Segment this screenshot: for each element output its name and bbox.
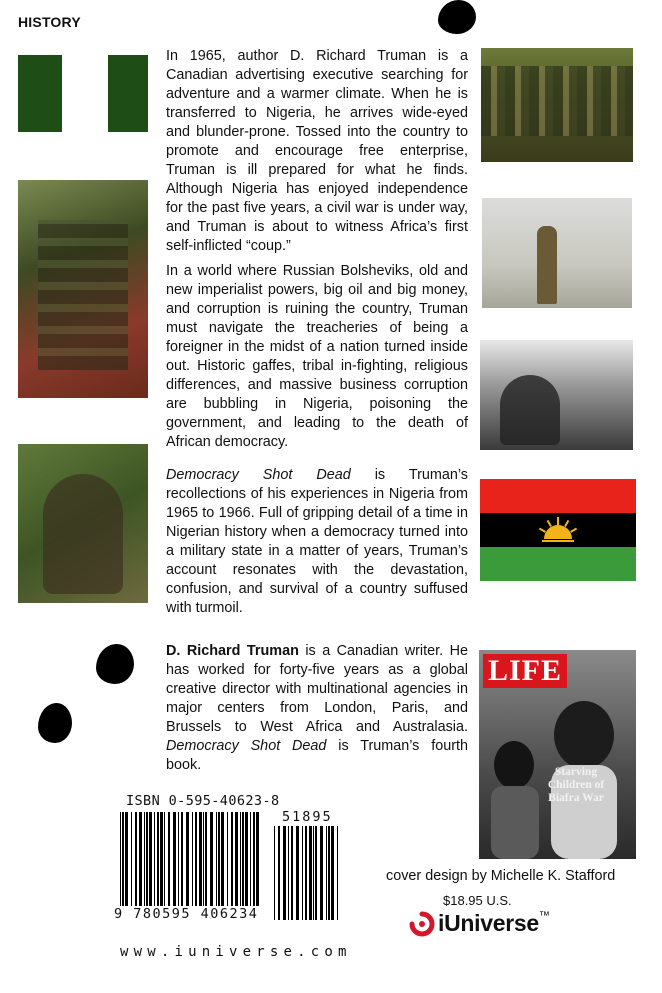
- barcode-bar: [221, 812, 224, 920]
- barcode-bar: [181, 812, 183, 920]
- isbn-label: ISBN 0-595-40623-8: [126, 793, 280, 809]
- book-title-bio: Democracy Shot Dead: [166, 738, 327, 754]
- nigeria-flag: [18, 55, 148, 132]
- barcode-bar: [331, 826, 334, 920]
- bio-end-text: is Truman’s fourth book.: [166, 738, 468, 773]
- author-name: D. Richard Truman: [166, 643, 299, 659]
- biafra-flag: [480, 479, 636, 581]
- barcode-bar: [178, 812, 179, 920]
- barcode-bar: [186, 812, 189, 920]
- barcode-bar: [291, 826, 293, 920]
- barcode-supplement-digits: 51895: [282, 809, 333, 825]
- barcode-bar: [305, 826, 307, 920]
- barcode-bar: [122, 812, 124, 920]
- life-logo: LIFE: [483, 654, 567, 688]
- barcode-bar: [157, 812, 159, 920]
- publisher-name-text: iUniverse: [438, 910, 539, 936]
- barcode-bar: [296, 826, 299, 920]
- publisher-website[interactable]: www.iuniverse.com: [120, 944, 352, 960]
- boat-soldier-photo: [480, 340, 633, 450]
- bio-text: is a Canadian writer. He has worked for forty-five years as a global creative director with multinational agencies in major centers from London, Paris, and Brussels to West Africa and Australasia.: [166, 643, 468, 735]
- barcode-bar: [235, 812, 238, 920]
- barcode-bar: [302, 826, 303, 920]
- barcode-bar: [210, 812, 213, 920]
- book-title: Democracy Shot Dead: [166, 467, 351, 483]
- barcode-bar: [164, 812, 165, 920]
- barcode-bar: [309, 826, 312, 920]
- barcode-bar: [326, 826, 327, 920]
- barcode-bar: [320, 826, 323, 920]
- barcode-digits: 9 780595 406234: [114, 906, 259, 922]
- summary-paragraph: [166, 466, 468, 618]
- barcode-bar: [216, 812, 217, 920]
- barcode-bar: [253, 812, 255, 920]
- publisher-name: [438, 910, 550, 937]
- barcode-bar: [168, 812, 170, 920]
- caption-line: Children of: [547, 779, 605, 791]
- soldiers-lineup-photo: [481, 48, 633, 162]
- barcode-bar: [288, 826, 289, 920]
- barcode-bar: [274, 826, 275, 920]
- life-caption: [541, 766, 611, 805]
- trademark-mark: ™: [538, 910, 550, 922]
- intro-paragraph: In 1965, author D. Richard Truman is a Canadian advertising executive searching for adventure and a warmer climate. When he is transferred to Nigeria, he arrives wide-eyed and blunder-prone. Tossed into the country to promote and encourage free enterprise, Truman is ill prepared for what he finds. Although Nigeria has enjoyed independence for the past five years, a civil war is under way, and Truman is about to witness Africa’s first self-inflicted “coup.”: [166, 48, 468, 254]
- barcode-bar: [313, 826, 314, 920]
- africa-silhouette-icon: [96, 644, 134, 684]
- barcode-bar: [337, 826, 338, 920]
- barcode-bar: [250, 812, 251, 920]
- africa-silhouette-icon: [38, 703, 72, 743]
- barcode-bar: [203, 812, 204, 920]
- barcode-bar: [120, 812, 121, 920]
- barcode-bar: [195, 812, 197, 920]
- barcode-supplement: [274, 826, 342, 920]
- barcode-bar: [146, 812, 148, 920]
- barcode-bar: [227, 812, 228, 920]
- caption-line: Biafra War: [548, 792, 604, 804]
- barcode-bar: [218, 812, 220, 920]
- context-paragraph: In a world where Russian Bolsheviks, old and new imperialist powers, big oil and big money, and corruption is ruining the country, Truman must navigate the treacheries of being a foreigner in the midst of a nation turned inside out. Historic gaffes, tribal in-fighting, religious differences, and massive business corruption are bubbling in Nigeria, poisoning the government, and leading to the death of African democracy.: [166, 263, 468, 450]
- flag-stripe-green: [480, 547, 636, 581]
- rifleman-photo: [482, 198, 632, 308]
- camouflaged-soldier-photo: [18, 444, 148, 603]
- barcode-bar: [245, 812, 248, 920]
- barcode-bar: [205, 812, 207, 920]
- barcode-bar: [125, 812, 128, 920]
- flag-band-left: [18, 55, 62, 132]
- barcode-bar: [173, 812, 176, 920]
- flag-band-right: [108, 55, 148, 132]
- barcode-bar: [315, 826, 317, 920]
- barcode-bar: [192, 812, 193, 920]
- barcode-bar: [240, 812, 241, 920]
- author-bio-paragraph: [166, 642, 468, 775]
- barcode-bar: [149, 812, 152, 920]
- africa-silhouette-icon: [438, 0, 476, 34]
- barcode-bar: [144, 812, 145, 920]
- barcode-bar: [256, 812, 259, 920]
- iuniverse-logo-icon: [408, 909, 436, 937]
- barcode-bar: [231, 812, 233, 920]
- life-magazine-cover: [479, 650, 636, 859]
- genre-label: HISTORY: [18, 14, 81, 30]
- summary-text: is Truman’s recollections of his experiences in Nigeria from 1965 to 1966. Full of gripping detail of a time in Nigerian history when a democracy turned into a military state in a matter of years, Truman’s account resonates with the devastation, confusion, and survival of a country suffused with turmoil.: [166, 467, 468, 616]
- price-label: $18.95 U.S.: [443, 893, 512, 908]
- barcode-bar: [199, 812, 202, 920]
- barcode-bar: [154, 812, 155, 920]
- barcode-bar: [160, 812, 163, 920]
- barcode-bar: [278, 826, 280, 920]
- flag-stripe-red: [480, 479, 636, 513]
- caption-line: Starving: [554, 766, 598, 778]
- jungle-soldiers-photo: [18, 180, 148, 398]
- flag-band-middle: [62, 55, 108, 132]
- barcode-bar: [135, 812, 137, 920]
- barcode-bar: [139, 812, 142, 920]
- rising-sun-icon: [536, 513, 580, 547]
- barcode-bar: [283, 826, 286, 920]
- barcode-bar: [242, 812, 244, 920]
- barcode-main: [120, 812, 260, 920]
- barcode-bar: [328, 826, 330, 920]
- cover-design-credit: cover design by Michelle K. Stafford: [386, 868, 616, 884]
- barcode-bar: [131, 812, 132, 920]
